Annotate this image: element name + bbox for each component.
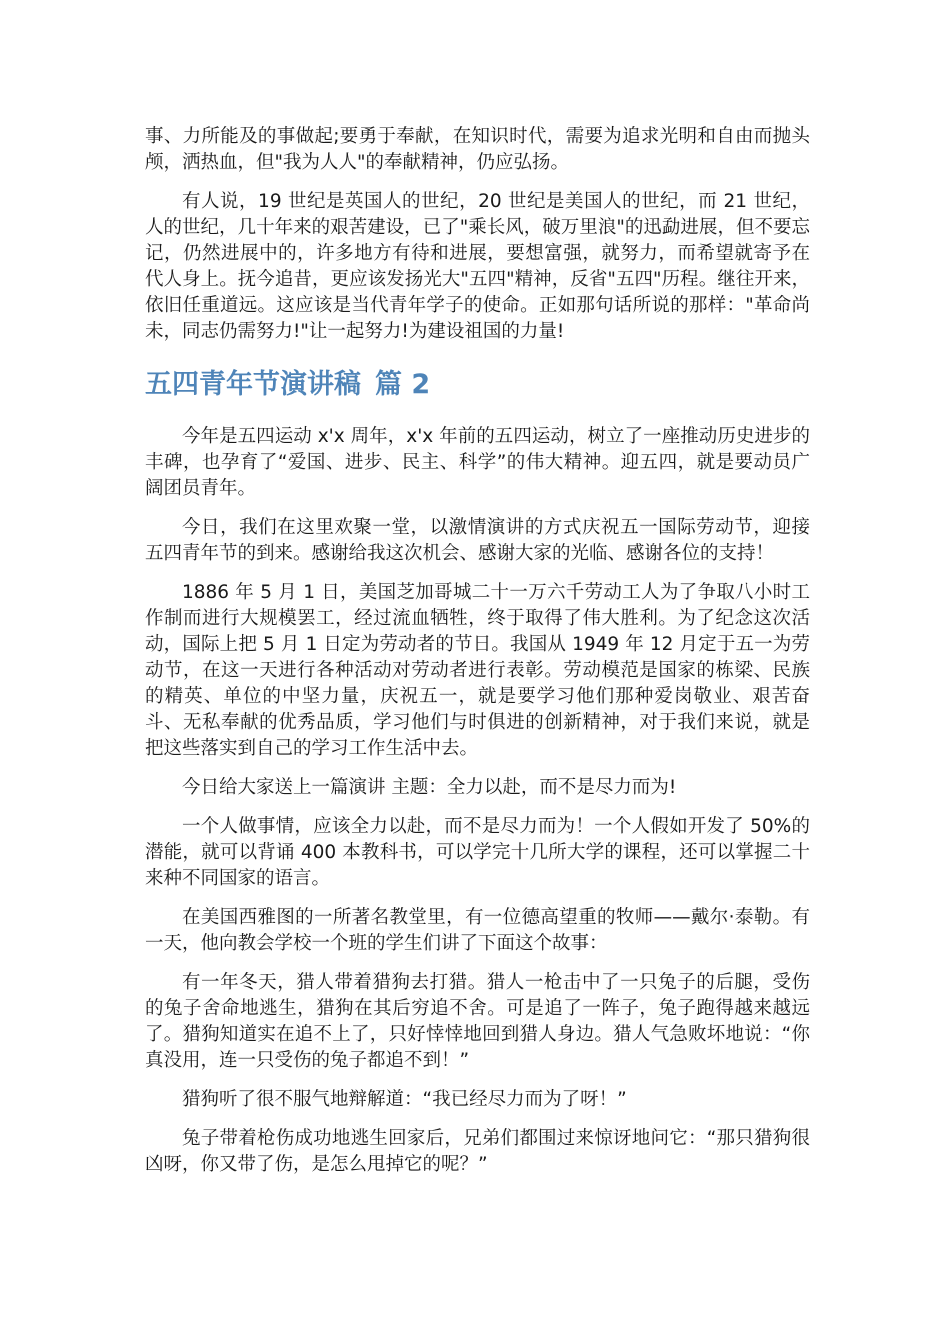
- paragraph: 今年是五四运动 x'x 周年，x'x 年前的五四运动，树立了一座推动历史进步的丰碑，也孕育了“爱国、进步、民主、科学”的伟大精神。迎五四，就是要动员广阔团员青年。: [145, 426, 810, 499]
- paragraph: 1886 年 5 月 1 日，美国芝加哥城二十一万六千劳动工人为了争取八小时工作制而进行大规模罢工，经过流血牺牲，终于取得了伟大胜利。为了纪念这次活动，国际上把 5 月 1 日定为劳动者的节日。我国从 1949 年 12 月定于五一为劳动节，在这一天进行各种活动对劳动者进行表彰。劳动模范是国家的栋梁、民族的精英、单位的中坚力量，庆祝五一，就是要学习他们那种爱岗敬业、艰苦奋斗、无私奉献的优秀品质，学习他们与时俱进的创新精神，对于我们来说，就是把这些落实到自己的学习工作生活中去。: [145, 582, 810, 759]
- paragraph: 今日给大家送上一篇演讲 主题：全力以赴，而不是尽力而为!: [182, 777, 677, 798]
- paragraph: 猎狗听了很不服气地辩解道：“我已经尽力而为了呀！”: [182, 1089, 627, 1110]
- paragraph: 在美国西雅图的一所著名教堂里，有一位德高望重的牧师——戴尔·泰勒。有一天，他向教会学校一个班的学生们讲了下面这个故事：: [145, 907, 810, 954]
- paragraph: 有人说，19 世纪是英国人的世纪，20 世纪是美国人的世纪，而 21 世纪，人的世纪，几十年来的艰苦建设，已了"乘长风，破万里浪"的迅勐进展，但不要忘记，仍然进展中的，许多地方有待和进展，要想富强，就努力，而希望就寄予在代人身上。抚今追昔，更应该发扬光大"五四"精神，反省"五四"历程。继往开来，依旧任重道远。这应该是当代青年学子的使命。正如那句话所说的那样："革命尚未，同志仍需努力!"让一起努力!为建设祖国的力量!: [145, 191, 810, 342]
- paragraph: 兔子带着枪伤成功地逃生回家后，兄弟们都围过来惊讶地问它：“那只猎狗很凶呀，你又带了伤，是怎么甩掉它的呢？”: [145, 1128, 810, 1175]
- section-heading: [145, 367, 810, 403]
- paragraph: 事、力所能及的事做起;要勇于奉献，在知识时代，需要为追求光明和自由而抛头颅，洒热血，但"我为人人"的奉献精神，仍应弘扬。: [145, 126, 810, 173]
- section-title: 五四青年节演讲稿: [145, 369, 361, 400]
- document-body: [145, 124, 810, 1191]
- paragraph: 今日，我们在这里欢聚一堂，以激情演讲的方式庆祝五一国际劳动节，迎接五四青年节的到来。感谢给我这次机会、感谢大家的光临、感谢各位的支持！: [145, 517, 810, 564]
- paragraph: 有一年冬天，猎人带着猎狗去打猎。猎人一枪击中了一只兔子的后腿，受伤的兔子舍命地逃生，猎狗在其后穷追不舍。可是追了一阵子，兔子跑得越来越远了。猎狗知道实在追不上了，只好悻悻地回到猎人身边。猎人气急败坏地说：“你真没用，连一只受伤的兔子都追不到！”: [145, 972, 810, 1071]
- section-number: 篇 2: [375, 369, 431, 400]
- paragraph: 一个人做事情，应该全力以赴，而不是尽力而为！一个人假如开发了 50%的潜能，就可以背诵 400 本教科书，可以学完十几所大学的课程，还可以掌握二十来种不同国家的语言。: [145, 816, 810, 889]
